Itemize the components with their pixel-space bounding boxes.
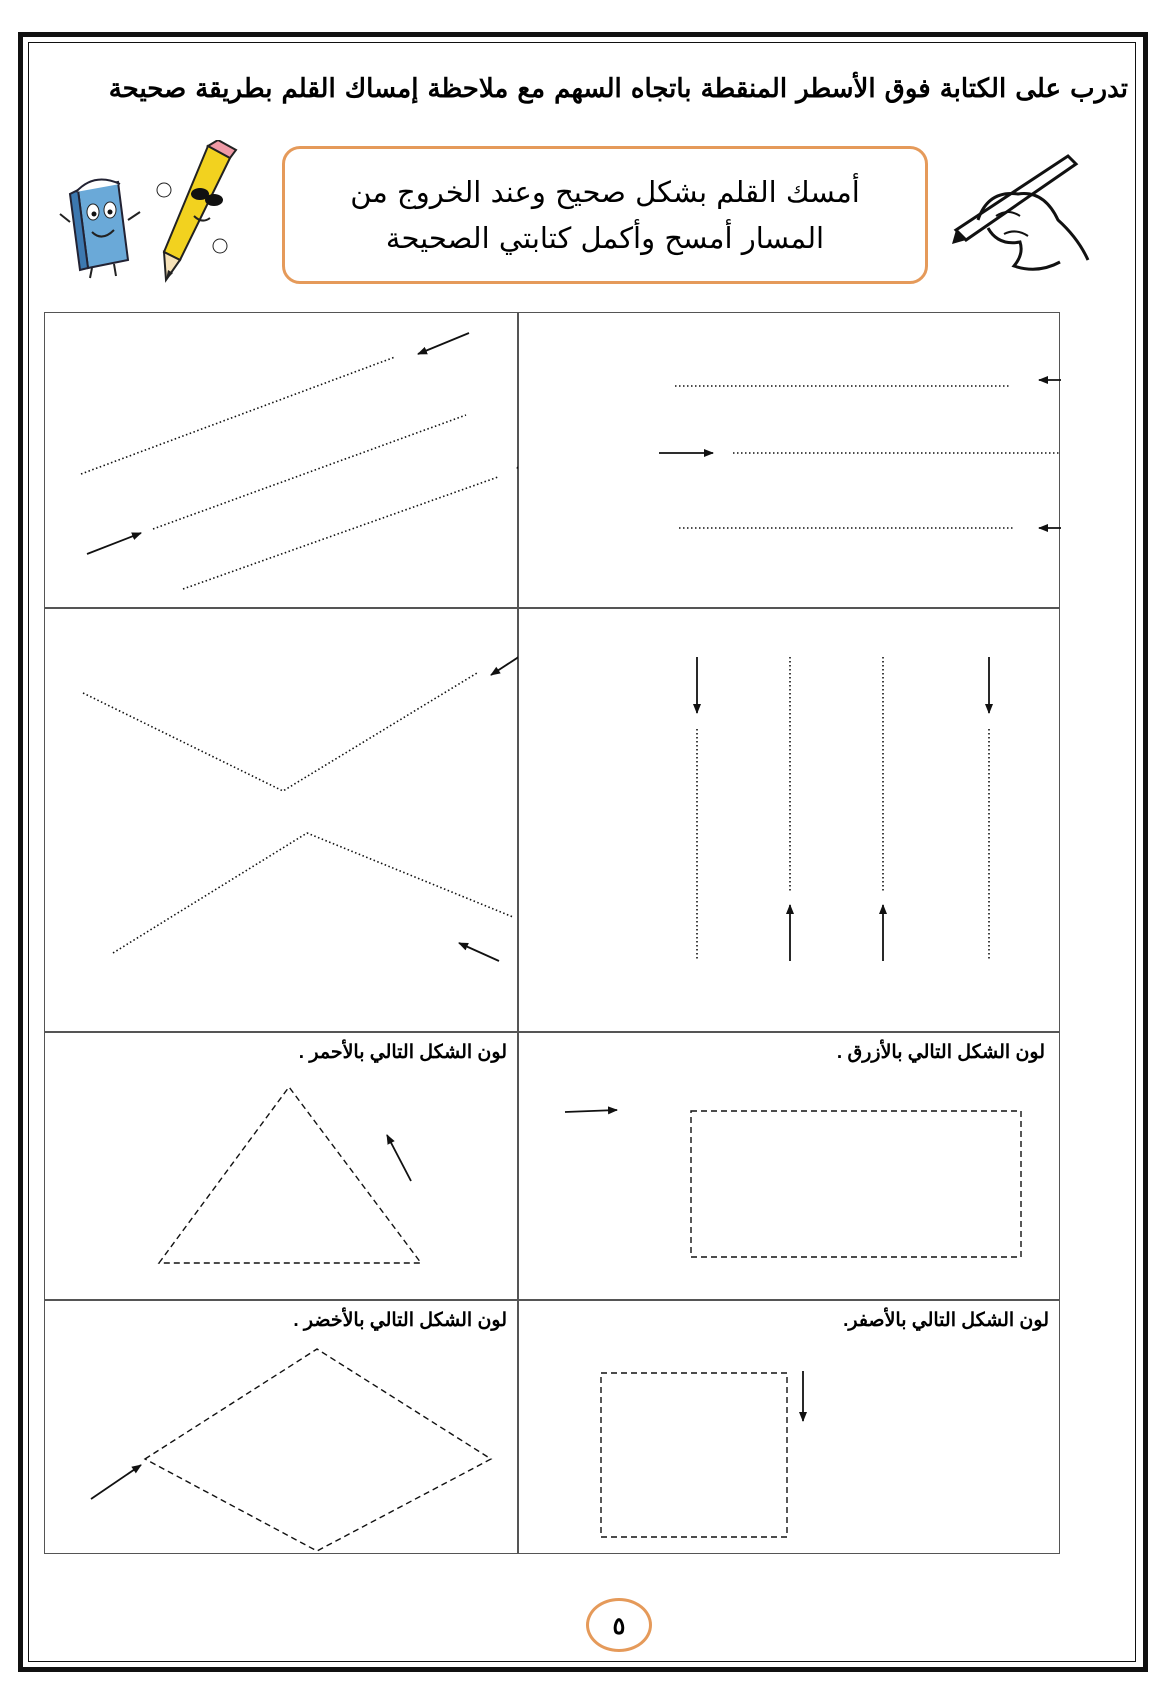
diagonal-lines-drawing [45, 313, 519, 609]
rectangle-cell [518, 1032, 1060, 1300]
vertical-lines-cell [518, 608, 1060, 1032]
tracing-grid [44, 312, 1060, 1554]
eraser-cartoon-icon [58, 170, 148, 280]
triangle-cell [44, 1032, 518, 1300]
v-shapes-drawing [45, 609, 519, 1033]
pencil-cartoon-icon [150, 140, 240, 290]
horizontal-lines-cell [518, 312, 1060, 608]
color-green-caption: لون الشكل التالي بالأخضر . [293, 1310, 507, 1331]
vertical-lines-drawing [519, 609, 1061, 1033]
rhombus-drawing [45, 1301, 519, 1555]
square-cell [518, 1300, 1060, 1554]
square-drawing [519, 1301, 1061, 1555]
hand-holding-pen-icon [948, 150, 1098, 280]
instruction-line-2: المسار أمسح وأكمل كتابتي الصحيحة [385, 221, 825, 255]
color-yellow-caption: لون الشكل التالي بالأصفر. [843, 1310, 1049, 1331]
color-red-caption: لون الشكل التالي بالأحمر . [298, 1042, 507, 1063]
instruction-line-1: أمسك القلم بشكل صحيح وعند الخروج من [350, 175, 860, 209]
triangle-drawing [45, 1033, 519, 1301]
color-blue-caption: . لون الشكل التالي بالأزرق [836, 1042, 1045, 1063]
rectangle-drawing [519, 1033, 1061, 1301]
rhombus-cell [44, 1300, 518, 1554]
page-title: تدرب على الكتابة فوق الأسطر المنقطة باتجاه السهم مع ملاحظة إمساك القلم بطريقة صحيحة [108, 74, 1128, 104]
v-shapes-cell [44, 608, 518, 1032]
diagonal-lines-cell [44, 312, 518, 608]
instruction-box [282, 146, 928, 284]
page-number: ٥ [586, 1598, 652, 1652]
horizontal-lines-drawing [519, 313, 1061, 609]
